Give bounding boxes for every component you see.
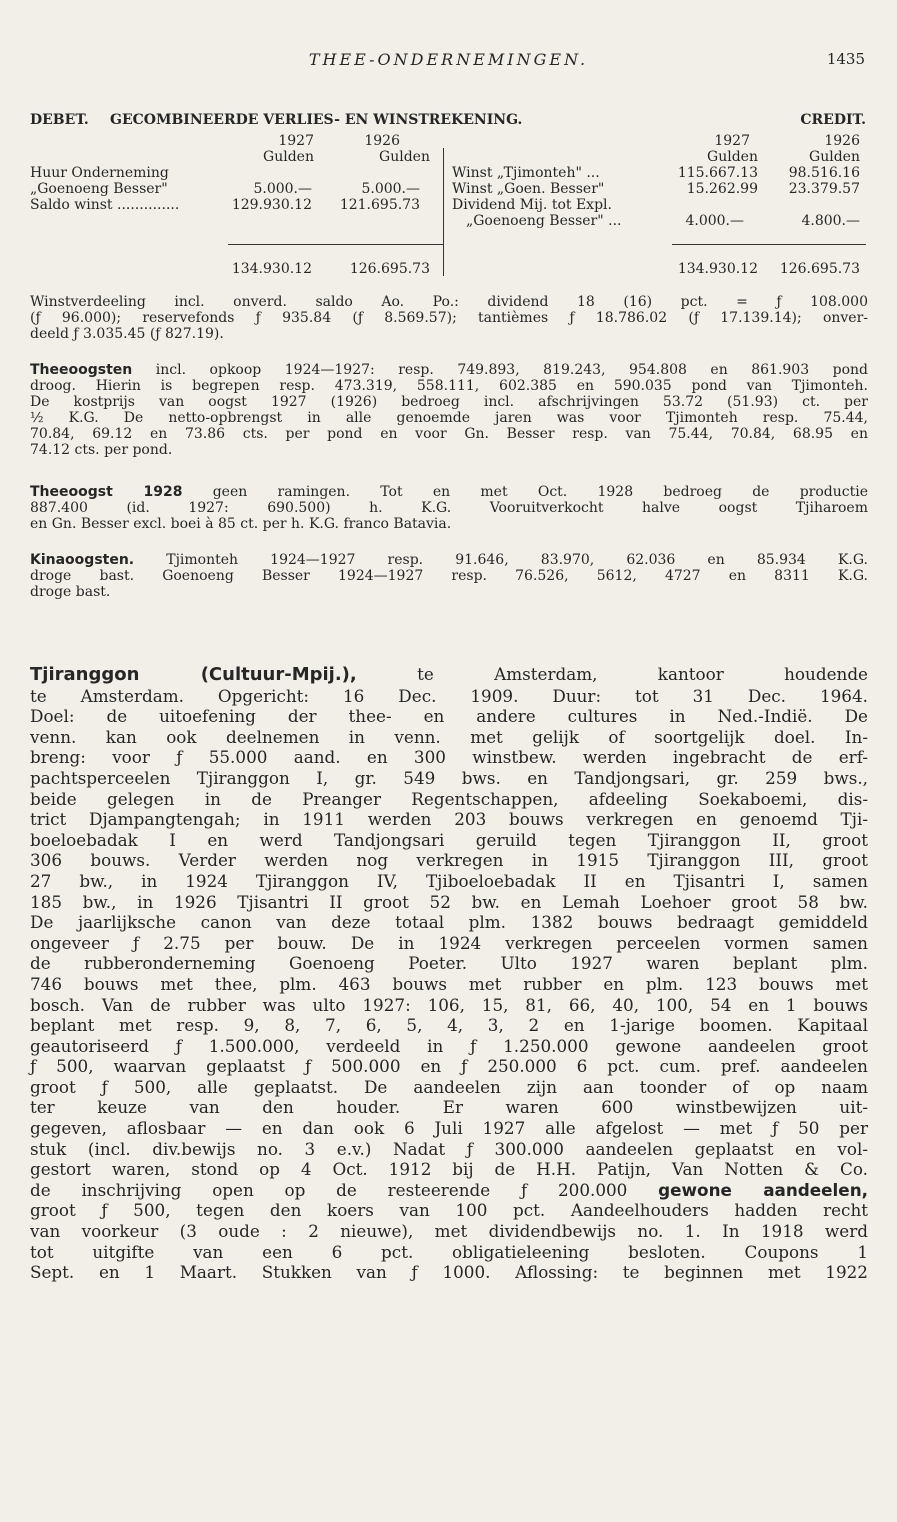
credit-year-1927: 1927 — [714, 133, 750, 149]
text-line: Tjimonteh 1924—1927 resp. 91.646, 83.970, 62.036 en 85.934 K.G. — [166, 552, 868, 568]
text-line: (ƒ 96.000); reservefonds ƒ 935.84 (ƒ 8.569.57); tantièmes ƒ 18.786.02 (ƒ 17.139.14); onver- — [30, 310, 868, 326]
bold-phrase: gewone aandeelen, — [658, 1179, 869, 1200]
text-line: ½ K.G. De netto-opbrengst in alle genoemde jaren was voor Tjimonteh resp. 75.44, — [30, 410, 868, 426]
text-line: droge bast. Goenoeng Besser 1924—1927 resp. 76.526, 5612, 4727 en 8311 K.G. — [30, 568, 868, 584]
text-line: ter keuze van den houder. Er waren 600 winstbewijzen uit- — [30, 1097, 868, 1118]
theeoogst-1928-paragraph — [30, 484, 868, 532]
text-line: van voorkeur (3 oude : 2 nieuwe), met dividendbewijs no. 1. In 1918 werd — [30, 1221, 868, 1242]
debit-row-label: Saldo winst .............. — [30, 197, 180, 213]
credit-label: CREDIT. — [800, 112, 866, 128]
text-line: pachtsperceelen Tjiranggon I, gr. 549 bws. en Tandjongsari, gr. 259 bws., — [30, 767, 868, 788]
text-line: groot ƒ 500, alle geplaatst. De aandeelen zijn aan toonder of op naam — [30, 1076, 868, 1097]
text-line: gestort waren, stond op 4 Oct. 1912 bij de H.H. Patijn, Van Notten & Co. — [30, 1159, 868, 1180]
text-line: groot ƒ 500, tegen den koers van 100 pct. Aandeelhouders hadden recht — [30, 1200, 868, 1221]
debit-total-value: 126.695.73 — [349, 261, 430, 277]
text-line: 306 bouws. Verder werden nog verkregen in 1915 Tjiranggon III, groot — [30, 850, 868, 871]
credit-row-label: Dividend Mij. tot Expl. — [452, 197, 612, 213]
text-line: Sept. en 1 Maart. Stukken van ƒ 1000. Aflossing: te beginnen met 1922 — [30, 1262, 868, 1283]
text-line: de rubberonderneming Goenoeng Poeter. Ulto 1927 waren beplant plm. — [30, 953, 868, 974]
debit-unit-1926: Gulden — [379, 149, 430, 165]
text-line: beplant met resp. 9, 8, 7, 6, 5, 4, 3, 2 en 1-jarige boomen. Kapitaal — [30, 1015, 868, 1036]
text-line: droge bast. — [30, 584, 111, 600]
text-line: 185 bw., in 1926 Tjisantri II groot 52 bw. en Lemah Loehoer groot 58 bw. — [30, 891, 868, 912]
text-line: 887.400 (id. 1927: 690.500) h. K.G. Vooruitverkocht halve oogst Tjiharoem — [30, 500, 868, 516]
text-line: De kostprijs van oogst 1927 (1926) bedroeg incl. afschrijvingen 53.72 (51.93) ct. per — [30, 394, 868, 410]
text-line: te Amsterdam. Opgericht: 16 Dec. 1909. Duur: tot 31 Dec. 1964. — [30, 685, 868, 706]
credit-row-label: „Goenoeng Besser" ... — [466, 213, 622, 229]
credit-row-label: Winst „Goen. Besser" — [452, 181, 605, 197]
credit-year-1926: 1926 — [824, 133, 860, 149]
credit-unit-1927: Gulden — [707, 149, 758, 165]
kinaoogsten-paragraph — [30, 552, 868, 600]
debit-total-value: 134.930.12 — [231, 261, 312, 277]
running-header: THEE-ONDERNEMINGEN. — [308, 50, 589, 69]
debit-row-value: 129.930.12 — [231, 197, 312, 213]
text-line: geen ramingen. Tot en met Oct. 1928 bedroeg de productie — [212, 484, 868, 500]
theeoogsten-paragraph — [30, 362, 868, 458]
text-line: en Gn. Besser excl. boei à 85 ct. per h. K.G. franco Batavia. — [30, 516, 452, 532]
credit-total-value: 126.695.73 — [779, 261, 860, 277]
text-line: bosch. Van de rubber was ulto 1927: 106, 15, 81, 66, 40, 100, 54 en 1 bouws — [30, 994, 868, 1015]
credit-total-value: 134.930.12 — [677, 261, 758, 277]
debit-row-value: 5.000.— — [361, 181, 420, 197]
debet-label: DEBET. — [30, 112, 89, 128]
theeoogst-1928-heading: Theeoogst 1928 — [30, 484, 183, 500]
debit-year-1926: 1926 — [364, 133, 400, 149]
debit-unit-1927: Gulden — [263, 149, 314, 165]
text-line: breng: voor ƒ 55.000 aand. en 300 winstbew. werden ingebracht de erf- — [30, 747, 868, 768]
credit-row-value: 4.000.— — [685, 213, 744, 229]
winstverdeeling-paragraph — [30, 294, 868, 342]
credit-row-value: 15.262.99 — [686, 181, 758, 197]
credit-row-value: 23.379.57 — [788, 181, 860, 197]
theeoogsten-heading: Theeoogsten — [30, 362, 133, 378]
text-line: ƒ 500, waarvan geplaatst ƒ 500.000 en ƒ 250.000 6 pct. cum. pref. aandeelen — [30, 1056, 868, 1077]
text-line: 27 bw., in 1924 Tjiranggon IV, Tjiboeloebadak II en Tjisantri I, samen — [30, 870, 868, 891]
text-line: te Amsterdam, kantoor houdende — [417, 664, 868, 684]
text-line: Doel: de uitoefening der thee- en andere cultures in Ned.-Indië. De — [30, 706, 868, 727]
page-number: 1435 — [826, 50, 865, 68]
credit-total-rule — [672, 244, 866, 245]
credit-row-value: 115.667.13 — [677, 165, 758, 181]
text-line: Winstverdeeling incl. onverd. saldo Ao. Po.: dividend 18 (16) pct. = ƒ 108.000 — [30, 294, 868, 310]
text-line: 746 bouws met thee, plm. 463 bouws met rubber en plm. 123 bouws met — [30, 973, 868, 994]
text-line: geautoriseerd ƒ 1.500.000, verdeeld in ƒ 1.250.000 gewone aandeelen groot — [30, 1035, 868, 1056]
credit-row-value: 4.800.— — [801, 213, 860, 229]
text-line: ongeveer ƒ 2.75 per bouw. De in 1924 verkregen perceelen vormen samen — [30, 932, 868, 953]
text-line: De jaarlijksche canon van deze totaal plm. 1382 bouws bedraagt gemiddeld — [30, 912, 868, 933]
text-line: beide gelegen in de Preanger Regentschappen, afdeeling Soekaboemi, dis- — [30, 788, 868, 809]
tjiranggon-entry — [30, 664, 868, 1283]
text-line: boeloebadak I en werd Tandjongsari geruild tegen Tjiranggon II, groot — [30, 829, 868, 850]
account-divider — [443, 148, 444, 276]
text-line: venn. kan ook deelnemen in venn. met gelijk of soortgelijk doel. In- — [30, 726, 868, 747]
debit-row-label: Huur Onderneming — [30, 165, 169, 181]
credit-row-label: Winst „Tjimonteh" ... — [452, 165, 600, 181]
text-line: gegeven, aflosbaar — en dan ook 6 Juli 1927 alle afgelost — met ƒ 50 per — [30, 1118, 868, 1139]
kinaoogsten-heading: Kinaoogsten. — [30, 552, 135, 568]
debit-row-value: 5.000.— — [253, 181, 312, 197]
text-line: de inschrijving open op de resteerende ƒ 200.000 — [30, 1179, 628, 1200]
text-line: 70.84, 69.12 en 73.86 cts. per pond en voor Gn. Besser resp. van 75.44, 70.84, 68.95 en — [30, 426, 868, 442]
text-line: tot uitgifte van een 6 pct. obligatieleening besloten. Coupons 1 — [30, 1241, 868, 1262]
text-line: stuk (incl. div.bewijs no. 3 e.v.) Nadat ƒ 300.000 aandeelen geplaatst en vol- — [30, 1138, 868, 1159]
text-line: incl. opkoop 1924—1927: resp. 749.893, 819.243, 954.808 en 861.903 pond — [155, 362, 869, 378]
debit-row-value: 121.695.73 — [339, 197, 420, 213]
account-title: GECOMBINEERDE VERLIES- EN WINSTREKENING. — [110, 112, 523, 128]
debit-total-rule — [228, 244, 443, 245]
credit-row-value: 98.516.16 — [788, 165, 860, 181]
debit-row-label: „Goenoeng Besser" — [30, 181, 168, 197]
text-line: droog. Hierin is begrepen resp. 473.319, 558.111, 602.385 en 590.035 pond van Tjimonteh. — [30, 378, 868, 394]
debit-year-1927: 1927 — [278, 133, 314, 149]
text-line: 74.12 cts. per pond. — [30, 442, 173, 458]
credit-unit-1926: Gulden — [809, 149, 860, 165]
text-line: deeld ƒ 3.035.45 (ƒ 827.19). — [30, 326, 224, 342]
entry-heading: Tjiranggon (Cultuur-Mpij.), — [30, 664, 357, 685]
text-line: trict Djampangtengah; in 1911 werden 203 bouws verkregen en genoemd Tji- — [30, 809, 868, 830]
